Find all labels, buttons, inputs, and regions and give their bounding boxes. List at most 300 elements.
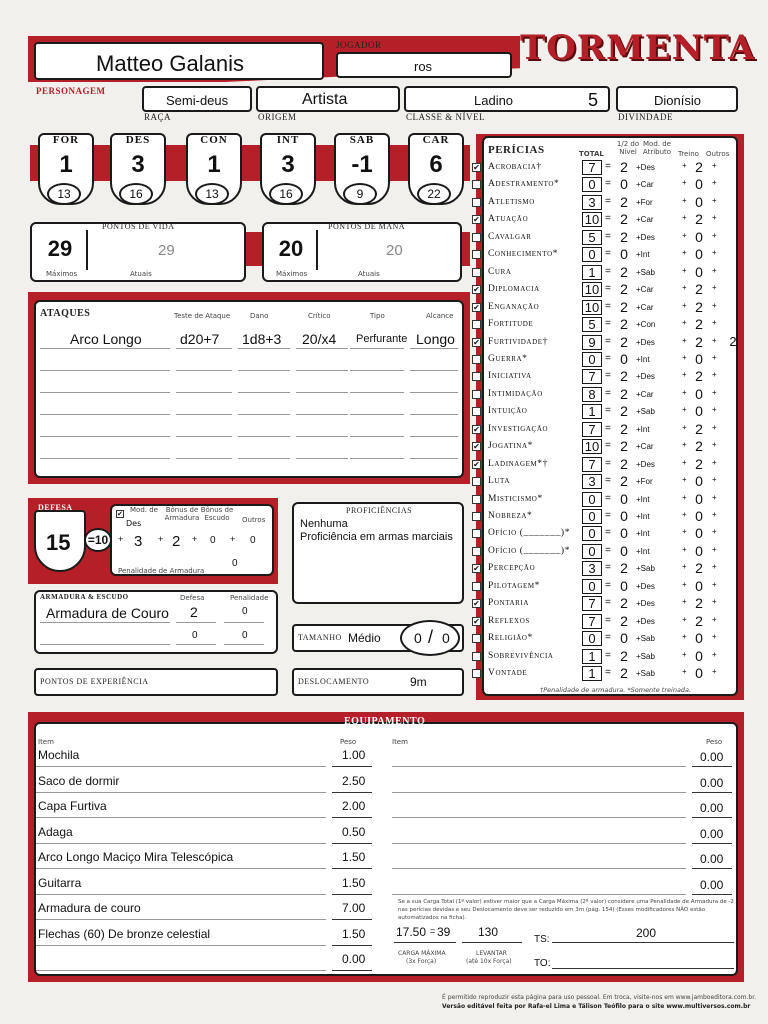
equipment-weight[interactable]: 7.00 [342, 901, 366, 915]
skill-attribute[interactable]: +Sab [636, 564, 655, 574]
skill-training[interactable]: 0 [695, 525, 703, 542]
skill-attribute[interactable]: +Des [636, 337, 655, 347]
skill-training[interactable]: 2 [695, 281, 703, 298]
skill-training[interactable]: 0 [695, 577, 703, 594]
skill-training[interactable]: 0 [695, 228, 703, 245]
skill-row[interactable] [472, 648, 742, 665]
skill-trained-checkbox[interactable] [472, 268, 481, 277]
skill-trained-checkbox[interactable] [472, 355, 481, 364]
skill-training[interactable]: 0 [695, 647, 703, 664]
skill-trained-checkbox[interactable] [472, 390, 481, 399]
skill-row[interactable] [472, 386, 742, 403]
skill-trained-checkbox[interactable] [472, 634, 481, 643]
skill-attribute[interactable]: +Sab [636, 267, 655, 277]
attack-type[interactable]: Perfurante [356, 333, 408, 345]
skill-total[interactable]: 8 [582, 387, 602, 402]
skill-training[interactable]: 0 [695, 193, 703, 210]
skill-half-level[interactable]: 0 [620, 630, 628, 647]
skill-row[interactable] [472, 438, 742, 455]
skill-trained-checkbox[interactable] [472, 495, 481, 504]
skill-attribute[interactable]: +Des [636, 372, 655, 382]
skill-row[interactable] [472, 351, 742, 368]
skill-attribute[interactable]: +Car [636, 442, 654, 452]
mp-max[interactable]: 20 [266, 230, 318, 270]
attack-name[interactable]: Arco Longo [70, 331, 142, 347]
skill-total[interactable]: 7 [582, 614, 602, 629]
skill-attribute[interactable]: +Des [636, 232, 655, 242]
equipment-weight[interactable]: 2.50 [342, 773, 366, 788]
skill-half-level[interactable]: 2 [620, 403, 628, 420]
skill-half-level[interactable]: 2 [620, 333, 628, 350]
skill-half-level[interactable]: 0 [620, 490, 628, 507]
equals-sign: = [605, 527, 611, 539]
skill-attribute[interactable]: +Sab [636, 651, 655, 661]
size-num1[interactable]: 0 [414, 630, 422, 646]
skill-row[interactable] [472, 613, 742, 630]
skill-row[interactable] [472, 159, 742, 176]
skill-half-level[interactable]: 2 [620, 647, 628, 664]
skill-half-level[interactable]: 2 [620, 193, 628, 210]
skill-half-level[interactable]: 2 [620, 665, 628, 682]
skill-trained-checkbox[interactable]: ✔ [473, 302, 480, 312]
skill-training[interactable]: 2 [695, 560, 703, 577]
movement-value[interactable]: 9m [410, 675, 427, 689]
skill-training[interactable]: 0 [695, 473, 703, 490]
skill-total[interactable]: 10 [582, 282, 602, 297]
skill-row[interactable] [472, 316, 742, 333]
defense-others-value[interactable]: 0 [250, 535, 256, 546]
attribute-value[interactable]: 6 [429, 151, 443, 178]
armor-penalty-label: Penalidade [230, 594, 269, 602]
skill-attribute[interactable]: +For [636, 477, 653, 487]
attack-test[interactable]: d20+7 [180, 331, 220, 347]
skill-total[interactable]: 0 [582, 492, 602, 507]
skill-row[interactable] [472, 560, 742, 577]
equipment-row[interactable] [36, 823, 376, 847]
skill-attribute[interactable]: +Car [636, 285, 654, 295]
race-field[interactable]: Semi-deus [142, 86, 252, 112]
skill-trained-checkbox[interactable]: ✔ [473, 616, 480, 626]
skill-half-level[interactable]: 0 [620, 176, 628, 193]
character-name-field[interactable]: Matteo Galanis [34, 42, 324, 80]
skill-trained-checkbox[interactable]: ✔ [473, 163, 480, 172]
skill-total[interactable]: 0 [582, 526, 602, 541]
skill-trained-checkbox[interactable]: ✔ [473, 337, 480, 347]
skill-half-level[interactable]: 2 [620, 385, 628, 402]
skill-name: Misticismo* [488, 493, 543, 504]
skill-half-level[interactable]: 0 [620, 350, 628, 367]
plus-sign: + [712, 510, 717, 519]
skill-attribute[interactable]: +Car [636, 215, 654, 225]
skill-training[interactable]: 0 [695, 403, 703, 420]
skill-half-level[interactable]: 2 [620, 455, 628, 472]
skill-training[interactable]: 0 [695, 508, 703, 524]
equipment-weight[interactable]: 0.00 [342, 952, 366, 966]
skill-total[interactable]: 7 [582, 457, 602, 472]
skill-half-level[interactable]: 2 [620, 263, 628, 280]
skill-training[interactable]: 2 [695, 420, 703, 437]
skill-trained-checkbox[interactable] [472, 529, 481, 538]
skill-total[interactable]: 1 [582, 666, 602, 681]
attribute-value[interactable]: 3 [281, 151, 295, 178]
size-value[interactable]: Médio [348, 631, 381, 645]
equipment-weight[interactable]: 1.50 [342, 926, 366, 941]
skill-trained-checkbox[interactable]: ✔ [473, 424, 480, 434]
attack-critical[interactable]: 20/x4 [302, 331, 337, 347]
load-max[interactable]: 39 [437, 925, 451, 939]
skill-row[interactable] [472, 595, 742, 612]
skill-training[interactable]: 2 [695, 159, 703, 175]
skill-training[interactable]: 0 [695, 350, 703, 367]
equipment-row[interactable] [36, 925, 376, 949]
skill-row[interactable] [472, 299, 742, 316]
hp-max[interactable]: 29 [34, 230, 88, 270]
attribute-score[interactable]: 9 [343, 183, 377, 205]
equipment-item[interactable]: Mochila [38, 748, 80, 762]
skill-attribute[interactable]: +Des [636, 581, 655, 591]
deity-field[interactable]: Dionísio [616, 86, 738, 112]
equipment-row[interactable] [36, 772, 376, 796]
skill-trained-checkbox[interactable] [472, 198, 481, 207]
skill-attribute[interactable]: +Int [636, 529, 650, 539]
skill-training[interactable]: 0 [695, 385, 703, 402]
skill-total[interactable]: 1 [582, 265, 602, 280]
plus-sign: + [712, 632, 717, 642]
defense-penalty-value[interactable]: 0 [232, 558, 238, 569]
skill-attribute[interactable]: +Sab [636, 407, 655, 417]
load-total[interactable]: 17.50 [396, 925, 427, 939]
skill-training[interactable]: 2 [695, 612, 703, 629]
skill-half-level[interactable]: 2 [620, 595, 628, 612]
skill-trained-checkbox[interactable]: ✔ [473, 564, 480, 574]
skill-row[interactable] [472, 229, 742, 246]
plus-sign: + [712, 387, 717, 397]
attack-range[interactable]: Longo [416, 331, 455, 347]
plus-sign: + [682, 562, 687, 572]
skill-total[interactable]: 5 [582, 317, 602, 332]
equipment-item[interactable]: Flechas (60) De bronze celestial [38, 926, 211, 941]
hp-current[interactable]: 29 [158, 242, 175, 259]
skill-row[interactable] [472, 246, 742, 263]
equipment-row[interactable] [36, 899, 376, 923]
skill-total[interactable]: 1 [582, 404, 602, 419]
skill-total[interactable]: 0 [582, 352, 602, 367]
skill-row[interactable] [472, 525, 742, 542]
skill-attribute[interactable]: +Int [636, 494, 650, 504]
skill-total[interactable]: 5 [582, 230, 602, 245]
skill-attribute[interactable]: +Des [636, 616, 655, 626]
skill-row[interactable] [472, 578, 742, 595]
skill-trained-checkbox[interactable] [472, 582, 481, 591]
class-field[interactable]: Ladino 5 [404, 86, 610, 112]
skill-total[interactable]: 3 [582, 195, 602, 210]
skill-trained-checkbox[interactable] [472, 233, 481, 242]
equipment-row[interactable] [392, 772, 734, 796]
skill-row[interactable] [472, 368, 742, 385]
skill-name: Pontaria [488, 598, 530, 609]
equipment-item[interactable]: Capa Furtiva [38, 799, 107, 813]
plus-sign: + [712, 265, 717, 275]
defense-armor-value[interactable]: 2 [172, 533, 181, 550]
equipment-weight[interactable]: 0.00 [700, 750, 724, 764]
equipment-row[interactable] [36, 950, 376, 974]
skill-training[interactable]: 2 [695, 368, 703, 385]
skill-row[interactable] [472, 491, 742, 508]
skill-training[interactable]: 2 [695, 316, 703, 333]
skill-attribute[interactable]: +Car [636, 389, 654, 399]
skill-attribute[interactable]: +Int [636, 424, 650, 434]
skill-total[interactable]: 3 [582, 561, 602, 576]
attack-damage[interactable]: 1d8+3 [242, 331, 282, 347]
skill-row[interactable] [472, 264, 742, 281]
skill-half-level[interactable]: 2 [620, 473, 628, 490]
skill-total[interactable]: 0 [582, 631, 602, 646]
skill-total[interactable]: 1 [582, 649, 602, 664]
skill-training[interactable]: 2 [695, 595, 703, 612]
skill-training[interactable]: 2 [695, 438, 703, 455]
plus-sign: + [192, 534, 198, 544]
skill-attribute[interactable]: +Con [636, 320, 656, 330]
skill-total[interactable]: 7 [582, 160, 602, 175]
plus-sign: + [682, 632, 687, 642]
equals-sign: = [605, 265, 611, 277]
skill-training[interactable]: 0 [695, 176, 703, 193]
equipment-row[interactable] [392, 874, 734, 898]
plus-sign: + [682, 510, 687, 519]
skill-attribute[interactable]: +For [636, 197, 653, 207]
skill-row[interactable] [472, 281, 742, 298]
armor-name[interactable]: Armadura de Couro [46, 605, 169, 621]
size-num2[interactable]: 0 [442, 630, 450, 646]
attribute-score[interactable]: 16 [119, 183, 153, 205]
attribute-score[interactable]: 16 [269, 183, 303, 205]
defense-total[interactable]: 15 [46, 530, 71, 555]
skill-training[interactable]: 2 [695, 333, 703, 350]
plus-sign: + [712, 544, 717, 554]
equipment-weight[interactable]: 0.00 [700, 877, 724, 892]
equipment-row[interactable] [36, 797, 376, 821]
skill-trained-checkbox[interactable]: ✔ [473, 442, 480, 452]
skill-half-level[interactable]: 0 [620, 542, 628, 559]
skill-attribute[interactable]: +Sab [636, 634, 655, 644]
skill-half-level[interactable]: 2 [620, 316, 628, 333]
armor-defense-value[interactable]: 0 [192, 630, 198, 641]
skill-half-level[interactable]: 2 [620, 612, 628, 629]
proficiency-item[interactable]: Proficiência em armas marciais [300, 531, 453, 543]
skill-total[interactable]: 9 [582, 335, 602, 350]
skill-trained-checkbox[interactable]: ✔ [473, 215, 480, 225]
skill-others[interactable]: 2 [729, 333, 737, 349]
skill-name: Atletismo [488, 196, 535, 207]
load-max-sub: (3x Força) [406, 958, 437, 965]
skill-training[interactable]: 0 [695, 542, 703, 559]
skill-row[interactable] [472, 194, 742, 211]
skill-half-level[interactable]: 2 [620, 438, 628, 455]
equals-sign: = [605, 440, 611, 452]
skill-half-level[interactable]: 0 [620, 577, 628, 594]
equipment-weight[interactable]: 1.50 [342, 875, 366, 890]
skill-trained-checkbox[interactable]: ✔ [473, 285, 480, 295]
skill-attribute[interactable]: +Int [636, 546, 650, 556]
skill-total[interactable]: 3 [582, 474, 602, 489]
skill-total[interactable]: 7 [582, 422, 602, 437]
equipment-row[interactable] [392, 797, 734, 821]
skill-training[interactable]: 0 [695, 246, 703, 263]
skill-attribute[interactable]: +Des [636, 163, 655, 172]
armor-penalty-value[interactable]: 0 [242, 630, 248, 641]
equals-sign: = [605, 649, 611, 661]
attribute-value[interactable]: 3 [131, 151, 145, 178]
skill-row[interactable] [472, 508, 742, 525]
skill-total[interactable]: 0 [582, 177, 602, 192]
skill-row[interactable] [472, 665, 742, 682]
skill-half-level[interactable]: 2 [620, 420, 628, 437]
equipment-row[interactable] [392, 848, 734, 872]
skill-attribute[interactable]: +Int [636, 250, 650, 260]
skill-trained-checkbox[interactable] [472, 372, 481, 381]
skill-total[interactable]: 0 [582, 579, 602, 594]
equals-sign: = [605, 475, 611, 487]
skill-attribute[interactable]: +Car [636, 302, 654, 312]
equals-sign: = [605, 352, 611, 364]
equipment-item[interactable]: Arco Longo Maciço Mira Telescópica [38, 850, 234, 864]
skill-attribute[interactable]: +Car [636, 180, 654, 190]
skill-trained-checkbox[interactable]: ✔ [473, 599, 480, 609]
equipment-weight[interactable]: 0.00 [700, 826, 724, 841]
equipment-row[interactable] [392, 746, 734, 770]
skill-total[interactable]: 10 [582, 439, 602, 454]
attribute-value[interactable]: -1 [351, 151, 373, 178]
plus-sign: + [712, 213, 717, 223]
skill-half-level[interactable]: 2 [620, 228, 628, 245]
skill-trained-checkbox[interactable]: ✔ [473, 459, 480, 469]
skill-half-level[interactable]: 2 [620, 281, 628, 298]
defense-mod-checkbox[interactable]: ✔ [117, 511, 123, 518]
skills-header-attr-mod: Mod. de Atributo [642, 140, 672, 156]
skill-row[interactable] [472, 334, 742, 351]
attribute-score[interactable]: 13 [47, 183, 81, 205]
skill-training[interactable]: 0 [695, 630, 703, 647]
equipment-weight[interactable]: 1.00 [342, 748, 366, 762]
skill-total[interactable]: 0 [582, 247, 602, 262]
equals-sign: = [605, 405, 611, 417]
skill-total[interactable]: 10 [582, 300, 602, 315]
equipment-weight[interactable]: 2.00 [342, 799, 366, 813]
defense-armor-label: Bônus de Armadura [164, 506, 200, 522]
skill-total[interactable]: 0 [582, 509, 602, 524]
skill-row[interactable] [472, 176, 742, 193]
skill-attribute[interactable]: +Sab [636, 669, 655, 679]
ts-value[interactable]: 200 [636, 926, 657, 940]
attribute-score[interactable]: 22 [417, 183, 451, 205]
skill-attribute[interactable]: +Int [636, 512, 650, 521]
skill-training[interactable]: 0 [695, 665, 703, 682]
skill-half-level[interactable]: 0 [620, 508, 628, 524]
skill-trained-checkbox[interactable] [472, 320, 481, 329]
origin-field[interactable]: Artista [256, 86, 400, 112]
skill-training[interactable]: 2 [695, 455, 703, 472]
skill-total[interactable]: 10 [582, 212, 602, 227]
skill-training[interactable]: 0 [695, 490, 703, 507]
skill-attribute-name: Car [640, 442, 654, 452]
equipment-item[interactable]: Adaga [38, 824, 73, 839]
skill-total[interactable]: 7 [582, 369, 602, 384]
skill-trained-checkbox[interactable] [472, 669, 481, 678]
skill-row[interactable] [472, 543, 742, 560]
skill-training[interactable]: 2 [695, 211, 703, 228]
skill-row[interactable] [472, 630, 742, 647]
skill-training[interactable]: 0 [695, 263, 703, 280]
skill-trained-checkbox[interactable] [472, 250, 481, 259]
skill-row[interactable] [472, 421, 742, 438]
equipment-item[interactable]: Guitarra [38, 875, 82, 890]
attribute-score[interactable]: 13 [195, 183, 229, 205]
equipment-row[interactable] [392, 823, 734, 847]
equipment-weight[interactable]: 1.50 [342, 850, 366, 864]
lift-value[interactable]: 130 [478, 925, 499, 939]
skill-half-level[interactable]: 2 [620, 159, 628, 175]
skill-row[interactable] [472, 473, 742, 490]
skill-name: Ofício (_______)* [488, 545, 571, 556]
proficiency-item[interactable]: Nenhuma [300, 518, 348, 530]
equipment-weight[interactable]: 0.00 [700, 801, 724, 815]
skill-total[interactable]: 7 [582, 596, 602, 611]
skill-row[interactable] [472, 456, 742, 473]
skill-trained-checkbox[interactable] [472, 407, 481, 416]
skill-trained-checkbox[interactable] [472, 477, 481, 486]
skill-training[interactable]: 2 [695, 298, 703, 315]
skill-row[interactable] [472, 211, 742, 228]
attribute-value[interactable]: 1 [207, 151, 221, 178]
equipment-item[interactable]: Armadura de couro [38, 901, 141, 915]
armor-penalty-value[interactable]: 0 [242, 606, 248, 617]
attribute-value[interactable]: 1 [59, 151, 73, 178]
equipment-weight[interactable]: 0.50 [342, 824, 366, 839]
equals-sign: = [605, 597, 611, 609]
equipment-row[interactable] [36, 746, 376, 770]
skill-half-level[interactable]: 2 [620, 298, 628, 315]
skill-trained-checkbox[interactable] [472, 512, 481, 521]
skill-half-level[interactable]: 2 [620, 368, 628, 385]
equipment-row[interactable] [36, 848, 376, 872]
skill-row[interactable] [472, 403, 742, 420]
equipment-note: Se a sua Carga Total (1º valor) estiver maior que a Carga Máxima (2º valor) considere uma Penalidade de Armadura de -2 nas perícias devidas e seu Deslocamento deve ser reduzido em 3m (pág. 154) (Esses modificadores NÃO estão automatizados na ficha). [398, 899, 734, 921]
equipment-item[interactable]: Saco de dormir [38, 773, 120, 788]
skill-half-level[interactable]: 2 [620, 211, 628, 228]
defense-shield-value[interactable]: 0 [210, 535, 216, 546]
mp-current[interactable]: 20 [386, 242, 403, 259]
equipment-weight[interactable]: 0.00 [700, 852, 724, 866]
skill-trained-checkbox[interactable] [472, 547, 481, 556]
equipment-weight[interactable]: 0.00 [700, 775, 724, 790]
skill-attribute[interactable]: +Des [636, 459, 655, 469]
plus-sign: + [682, 352, 687, 362]
skill-half-level[interactable]: 2 [620, 560, 628, 577]
defense-mod-value[interactable]: 3 [134, 533, 143, 550]
skill-trained-checkbox[interactable] [472, 180, 481, 189]
skill-half-level[interactable]: 0 [620, 525, 628, 542]
player-field[interactable]: ros [336, 52, 512, 78]
skill-attribute-name: Sab [640, 669, 655, 679]
skill-total[interactable]: 0 [582, 544, 602, 559]
armor-defense-value[interactable]: 2 [190, 604, 198, 620]
skill-attribute[interactable]: +Des [636, 599, 655, 609]
skill-attribute[interactable]: +Int [636, 354, 650, 364]
equipment-row[interactable] [36, 874, 376, 898]
armor-defense-label: Defesa [180, 594, 205, 602]
skill-half-level[interactable]: 0 [620, 246, 628, 263]
skill-trained-checkbox[interactable] [472, 652, 481, 661]
